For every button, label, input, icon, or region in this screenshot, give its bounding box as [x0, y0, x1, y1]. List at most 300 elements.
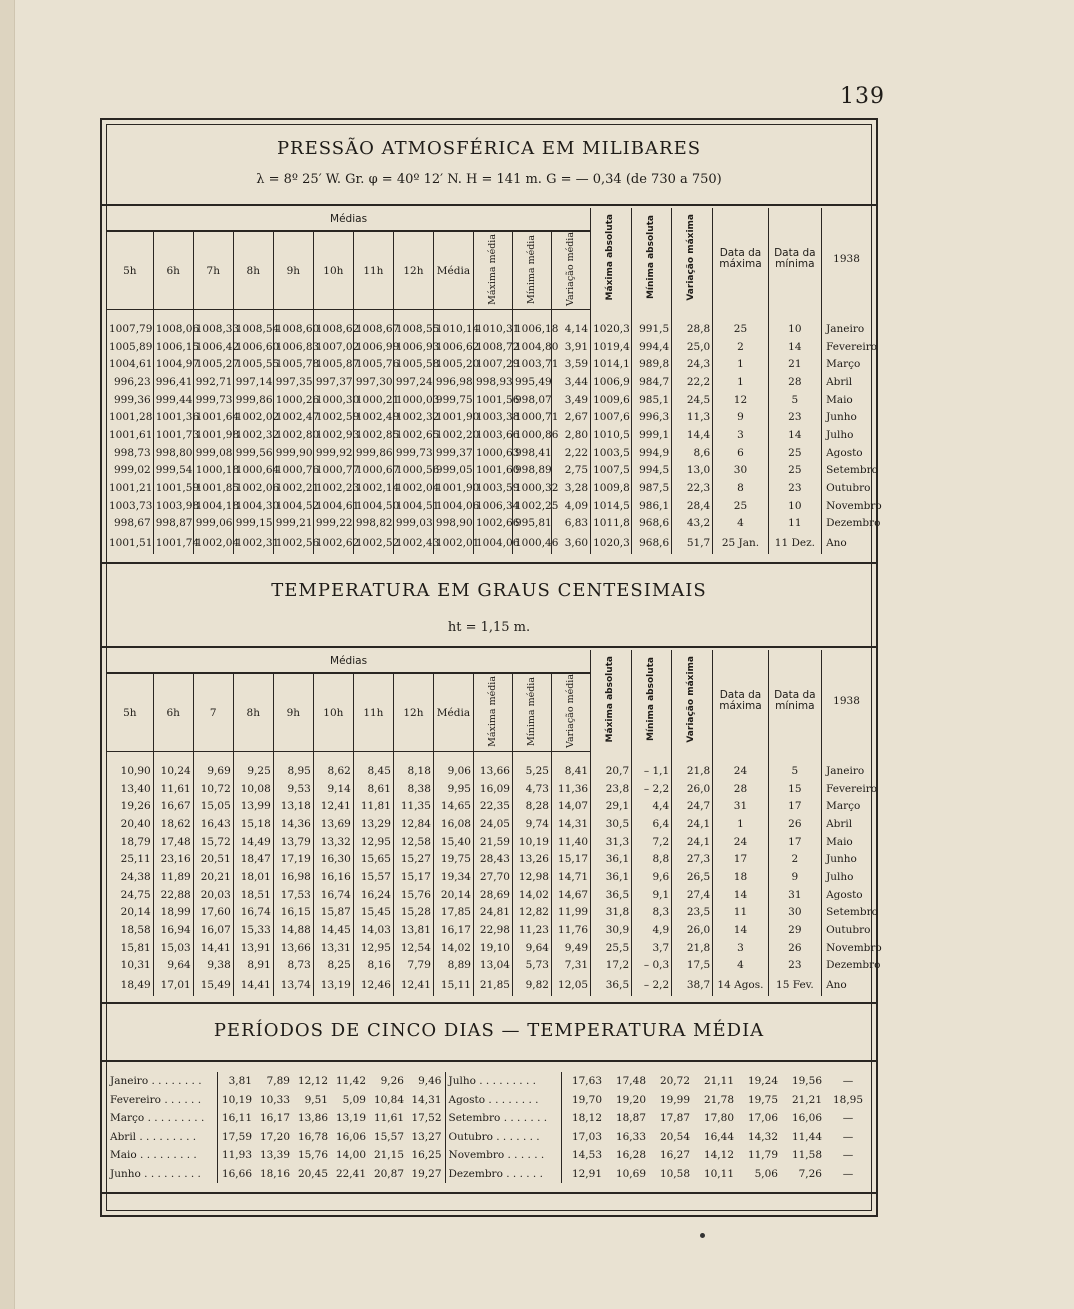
value-cell: 987,5 [632, 479, 672, 497]
value-cell: 996,98 [433, 373, 473, 391]
month-cell: Fevereiro . . . . . . [110, 1093, 202, 1106]
value-cell: 14,31 [411, 1093, 442, 1106]
page-number: 139 [840, 84, 885, 109]
value-cell: 1005,20 [433, 355, 473, 373]
value-cell: 28,4 [672, 497, 713, 515]
table-row [107, 1146, 871, 1165]
value-cell: 18,62 [153, 815, 193, 833]
value-cell: 24,7 [672, 797, 713, 815]
value-cell: 984,7 [632, 373, 672, 391]
value-cell: 11,36 [551, 780, 590, 798]
value-cell: 21,85 [473, 974, 512, 996]
table-row [107, 904, 871, 922]
value-cell: 1007,79 [109, 322, 153, 335]
value-cell: 3,59 [551, 355, 590, 373]
value-cell: 1006,9 [591, 373, 632, 391]
value-cell: 1020,3 [591, 532, 632, 554]
value-cell: 11,58 [791, 1149, 822, 1162]
value-cell: 13,40 [120, 782, 151, 795]
table-row [107, 939, 871, 957]
spacer-cell [153, 752, 193, 763]
value-cell: 16,25 [411, 1149, 442, 1162]
value-cell: 11,79 [747, 1149, 778, 1162]
value-cell: 18,51 [233, 886, 273, 904]
value-cell: 1002,32 [233, 426, 273, 444]
value-cell: 17,85 [433, 904, 473, 922]
value-cell: 16,30 [313, 850, 353, 868]
value-cell: 1000,63 [473, 444, 512, 462]
value-cell: 14,88 [273, 921, 313, 939]
value-cell: 11,99 [551, 904, 590, 922]
header-text: Variação máxima [686, 655, 697, 743]
value-cell: 999,54 [153, 462, 193, 480]
value-cell: 1005,58 [393, 355, 433, 373]
value-cell: 11,76 [551, 921, 590, 939]
value-cell: 12,82 [512, 904, 551, 922]
value-cell: 8,8 [632, 850, 672, 868]
table-row [107, 921, 871, 939]
value-cell: — [842, 1112, 854, 1125]
value-cell: 8 [713, 479, 768, 497]
value-cell: 1001,28 [109, 411, 153, 424]
value-cell: 9,06 [433, 762, 473, 780]
value-cell: 27,4 [672, 886, 713, 904]
value-cell: 17,20 [259, 1130, 290, 1143]
value-cell: 3,7 [632, 939, 672, 957]
value-cell: 8,28 [512, 797, 551, 815]
periodos-table [107, 1072, 871, 1183]
value-cell: 2 [713, 338, 768, 356]
divider [102, 1002, 876, 1004]
value-cell: 30,5 [591, 815, 632, 833]
value-cell: 7,31 [551, 957, 590, 975]
month-cell: Ano [822, 974, 871, 996]
value-cell: 997,37 [313, 373, 353, 391]
value-cell: 12,58 [393, 833, 433, 851]
value-cell: 26,0 [672, 780, 713, 798]
value-cell: 1001,74 [153, 532, 193, 554]
header-minima-absoluta [632, 650, 672, 752]
value-cell: 5 [768, 762, 821, 780]
value-cell: 12,95 [353, 833, 393, 851]
value-cell: 991,5 [632, 320, 672, 338]
value-cell: 1000,32 [512, 479, 551, 497]
value-cell: 11 [713, 904, 768, 922]
value-cell: 1001,90 [433, 408, 473, 426]
value-cell: 21,11 [703, 1075, 734, 1088]
value-cell: 1008,67 [353, 320, 393, 338]
value-cell: 1008,72 [473, 338, 512, 356]
value-cell: 16,06 [335, 1130, 366, 1143]
spacer-cell [233, 752, 273, 763]
value-cell: 1002,66 [473, 515, 512, 533]
header-data-minima [768, 650, 821, 752]
value-cell: 19,75 [747, 1093, 778, 1106]
value-cell: 1003,5 [591, 444, 632, 462]
spacer-cell [591, 752, 632, 763]
value-cell: 21,8 [672, 762, 713, 780]
divider [102, 646, 876, 648]
value-cell: 1014,5 [591, 497, 632, 515]
header-maxima-media [473, 231, 512, 310]
value-cell: 1002,59 [313, 408, 353, 426]
value-cell: 1010,5 [591, 426, 632, 444]
value-cell: 1001,98 [193, 426, 233, 444]
value-cell: 1006,62 [433, 338, 473, 356]
header-text: Variação média [565, 232, 577, 307]
value-cell: 14,36 [273, 815, 313, 833]
value-cell: 20,54 [659, 1130, 690, 1143]
page-edge [0, 0, 15, 1309]
value-cell: 1000,18 [193, 462, 233, 480]
value-cell: 13,79 [273, 833, 313, 851]
value-cell: 1006,34 [473, 497, 512, 515]
value-cell: 1002,06 [233, 479, 273, 497]
value-cell: 1000,77 [313, 462, 353, 480]
value-cell: 15,28 [393, 904, 433, 922]
value-cell: 1002,85 [353, 426, 393, 444]
value-cell: 16,28 [615, 1149, 646, 1162]
temperatura-table [107, 650, 882, 996]
value-cell: 16,78 [297, 1130, 328, 1143]
value-cell: 13,81 [393, 921, 433, 939]
header-minima-media [512, 231, 551, 310]
spacer-cell [353, 752, 393, 763]
value-cell: 9,14 [313, 780, 353, 798]
value-cell: 11,44 [791, 1130, 822, 1143]
value-cell: 1001,61 [109, 429, 153, 442]
value-cell: 25 [768, 462, 821, 480]
spacer-cell [551, 310, 590, 321]
value-cell: 16,16 [313, 868, 353, 886]
value-cell: 999,37 [433, 444, 473, 462]
table-row [107, 780, 871, 798]
value-cell: 15,76 [297, 1149, 328, 1162]
value-cell: 10,31 [120, 959, 151, 972]
value-cell: 999,92 [313, 444, 353, 462]
value-cell: 36,5 [591, 974, 632, 996]
value-cell: 13,86 [297, 1112, 328, 1125]
month-cell: Outubro . . . . . . . [445, 1128, 561, 1147]
value-cell: 24,05 [473, 815, 512, 833]
value-cell: 9,6 [632, 868, 672, 886]
spacer-cell [713, 752, 768, 763]
value-cell: 3 [713, 426, 768, 444]
value-cell: 22,98 [473, 921, 512, 939]
value-cell: 22,35 [473, 797, 512, 815]
spacer-cell [233, 310, 273, 321]
header-text: Variação máxima [686, 213, 697, 301]
value-cell: 17 [713, 850, 768, 868]
value-cell: 1006,15 [153, 338, 193, 356]
value-cell: 968,6 [632, 515, 672, 533]
spacer-cell [433, 310, 473, 321]
value-cell: 16,43 [193, 815, 233, 833]
value-cell: 992,71 [193, 373, 233, 391]
header-data-maxima [713, 208, 768, 310]
value-cell: 995,49 [512, 373, 551, 391]
value-cell: 7,79 [393, 957, 433, 975]
value-cell: 3,44 [551, 373, 590, 391]
value-cell: 1000,64 [233, 462, 273, 480]
pressao-table [107, 208, 882, 554]
value-cell: 8,25 [313, 957, 353, 975]
value-cell: 17,5 [672, 957, 713, 975]
value-cell: 21,15 [373, 1149, 404, 1162]
value-cell: 1019,4 [591, 338, 632, 356]
value-cell: 15,76 [393, 886, 433, 904]
month-cell: Maio [822, 391, 871, 409]
value-cell: 1010,31 [473, 320, 512, 338]
month-cell: Abril [822, 815, 871, 833]
value-cell: 28,8 [672, 320, 713, 338]
value-cell: 2 [768, 850, 821, 868]
month-cell: Janeiro . . . . . . . . [110, 1075, 202, 1088]
value-cell: 13,19 [313, 974, 353, 996]
value-cell: 8,38 [393, 780, 433, 798]
value-cell: 13,29 [353, 815, 393, 833]
value-cell: 8,41 [551, 762, 590, 780]
value-cell: – 2,2 [632, 974, 672, 996]
value-cell: 1002,65 [393, 426, 433, 444]
value-cell: 1006,60 [233, 338, 273, 356]
value-cell: 30 [768, 904, 821, 922]
value-cell: 16,94 [153, 921, 193, 939]
value-cell: 13,66 [473, 762, 512, 780]
value-cell: 998,82 [353, 515, 393, 533]
value-cell: 10,72 [193, 780, 233, 798]
month-cell: Outubro [822, 921, 871, 939]
table-row [107, 355, 871, 373]
value-cell: 22,41 [335, 1167, 366, 1180]
spacer-cell [512, 310, 551, 321]
value-cell: 1002,04 [193, 532, 233, 554]
value-cell: 9,38 [193, 957, 233, 975]
value-cell: 1000,46 [512, 532, 551, 554]
value-cell: 15,40 [433, 833, 473, 851]
spacer-cell [632, 752, 672, 763]
value-cell: 20,51 [193, 850, 233, 868]
value-cell: 28,69 [473, 886, 512, 904]
value-cell: 4 [713, 957, 768, 975]
value-cell: 16,24 [353, 886, 393, 904]
spacer-cell [713, 310, 768, 321]
value-cell: 1001,21 [109, 482, 153, 495]
value-cell: 13,18 [273, 797, 313, 815]
value-cell: 16,74 [233, 904, 273, 922]
table-row [107, 532, 871, 554]
value-cell: 5,09 [342, 1093, 366, 1106]
table-row [107, 373, 871, 391]
value-cell: 998,90 [433, 515, 473, 533]
value-cell: 13,74 [273, 974, 313, 996]
value-cell: 25 [768, 444, 821, 462]
value-cell: 16,33 [615, 1130, 646, 1143]
value-cell: 24,38 [120, 871, 151, 884]
value-cell: 15,05 [193, 797, 233, 815]
value-cell: 9,51 [304, 1093, 328, 1106]
table-row [107, 1072, 871, 1091]
hour-header: 8h [233, 231, 273, 310]
value-cell: 19,27 [411, 1167, 442, 1180]
value-cell: 1001,56 [473, 391, 512, 409]
value-cell: 16,74 [313, 886, 353, 904]
value-cell: 8,6 [672, 444, 713, 462]
month-cell: Dezembro [822, 957, 871, 975]
value-cell: 2,67 [551, 408, 590, 426]
value-cell: 21,78 [703, 1093, 734, 1106]
header-text: Máxima média [486, 233, 498, 305]
hour-header: 5h [107, 231, 153, 310]
value-cell: 8,89 [433, 957, 473, 975]
spacer-cell [591, 310, 632, 321]
table-row [107, 338, 871, 356]
value-cell: 18,87 [615, 1112, 646, 1125]
value-cell: 2,75 [551, 462, 590, 480]
table-row [107, 1109, 871, 1128]
table-row [107, 320, 871, 338]
value-cell: 9,64 [153, 957, 193, 975]
table-row [107, 479, 871, 497]
value-cell: 1005,55 [233, 355, 273, 373]
value-cell: 1002,01 [433, 532, 473, 554]
value-cell: 11,35 [393, 797, 433, 815]
value-cell: 9,53 [273, 780, 313, 798]
value-cell: 1002,23 [313, 479, 353, 497]
value-cell: 18,16 [259, 1167, 290, 1180]
pressao-title: PRESSÃO ATMOSFÉRICA EM MILIBARES [276, 138, 702, 159]
value-cell: 15,18 [233, 815, 273, 833]
value-cell: 1001,36 [153, 408, 193, 426]
value-cell: 999,02 [113, 464, 151, 477]
value-cell: 19,10 [473, 939, 512, 957]
header-text: Data da máxima [719, 246, 762, 270]
temperatura-subtitle: ht = 1,15 m. [447, 620, 531, 635]
value-cell: 16,66 [217, 1165, 255, 1184]
table-row [107, 974, 871, 996]
value-cell: 7,89 [266, 1075, 290, 1088]
value-cell: 9,95 [433, 780, 473, 798]
value-cell: 13,69 [313, 815, 353, 833]
value-cell: 1005,78 [273, 355, 313, 373]
header-text: Máxima média [486, 675, 498, 747]
value-cell: 8,91 [233, 957, 273, 975]
value-cell: 1011,8 [591, 515, 632, 533]
value-cell: 11,61 [373, 1112, 404, 1125]
value-cell: 21,59 [473, 833, 512, 851]
value-cell: 14 [768, 426, 821, 444]
header-data-minima [768, 208, 821, 310]
value-cell: 23 [768, 957, 821, 975]
value-cell: 16,44 [703, 1130, 734, 1143]
spacer-cell [433, 752, 473, 763]
spacer-cell [107, 752, 153, 763]
value-cell: 22,2 [672, 373, 713, 391]
value-cell: 13,31 [313, 939, 353, 957]
value-cell: 12 [713, 391, 768, 409]
value-cell: 1003,73 [109, 499, 153, 512]
value-cell: 1005,27 [193, 355, 233, 373]
pressao-subtitle: λ = 8º 25′ W. Gr. φ = 40º 12′ N. H = 141 m. G = — 0,34 (de 730 a 750) [256, 172, 722, 187]
value-cell: 20,40 [120, 817, 151, 830]
value-cell: 4,4 [632, 797, 672, 815]
value-cell: 1005,87 [313, 355, 353, 373]
value-cell: 13,66 [273, 939, 313, 957]
table-row [107, 515, 871, 533]
value-cell: 26 [768, 815, 821, 833]
value-cell: 17,80 [703, 1112, 734, 1125]
header-variacao-maxima [672, 208, 713, 310]
table-row [107, 957, 871, 975]
value-cell: 986,1 [632, 497, 672, 515]
value-cell: 989,8 [632, 355, 672, 373]
value-cell: 3,28 [551, 479, 590, 497]
month-cell: Março [822, 355, 871, 373]
value-cell: 994,5 [632, 462, 672, 480]
value-cell: 14,67 [551, 886, 590, 904]
value-cell: 9,49 [551, 939, 590, 957]
medias-label: Médias [107, 208, 591, 231]
value-cell: 23,5 [672, 904, 713, 922]
value-cell: 1008,54 [233, 320, 273, 338]
value-cell: 968,6 [632, 532, 672, 554]
month-cell: Fevereiro [822, 780, 871, 798]
spacer-cell [672, 752, 713, 763]
value-cell: 1020,3 [591, 320, 632, 338]
value-cell: 8,73 [273, 957, 313, 975]
value-cell: 11,89 [153, 868, 193, 886]
value-cell: 16,27 [659, 1149, 690, 1162]
value-cell: 994,9 [632, 444, 672, 462]
spacer-cell [822, 310, 871, 321]
value-cell: 26,5 [672, 868, 713, 886]
value-cell: 1002,31 [233, 532, 273, 554]
value-cell: 1001,64 [193, 408, 233, 426]
value-cell: 1002,47 [273, 408, 313, 426]
value-cell: 4,14 [551, 320, 590, 338]
value-cell: 997,30 [353, 373, 393, 391]
value-cell: 17,63 [561, 1072, 605, 1091]
value-cell: 1004,18 [193, 497, 233, 515]
value-cell: 999,06 [193, 515, 233, 533]
value-cell: 19,56 [791, 1075, 822, 1088]
value-cell: 16,17 [259, 1112, 290, 1125]
value-cell: 10,19 [512, 833, 551, 851]
table-row [107, 815, 871, 833]
value-cell: 14,49 [233, 833, 273, 851]
spacer-cell [672, 310, 713, 321]
value-cell: 7,26 [798, 1167, 822, 1180]
header-text: Data da mínima [774, 246, 816, 270]
spacer-cell [353, 310, 393, 321]
value-cell: 1010,14 [433, 320, 473, 338]
value-cell: 996,3 [632, 408, 672, 426]
month-cell: Novembro . . . . . . [445, 1146, 561, 1165]
value-cell: 17,60 [193, 904, 233, 922]
header-text: Mínima absoluta [645, 657, 656, 742]
value-cell: 1004,61 [313, 497, 353, 515]
value-cell: 998,67 [113, 517, 151, 530]
value-cell: 17,87 [659, 1112, 690, 1125]
value-cell: 1004,80 [512, 338, 551, 356]
value-cell: 21,21 [791, 1093, 822, 1106]
value-cell: 17,19 [273, 850, 313, 868]
value-cell: — [842, 1167, 854, 1180]
value-cell: 999,86 [353, 444, 393, 462]
spacer-cell [768, 752, 821, 763]
value-cell: 23,16 [153, 850, 193, 868]
month-cell: Janeiro [822, 320, 871, 338]
